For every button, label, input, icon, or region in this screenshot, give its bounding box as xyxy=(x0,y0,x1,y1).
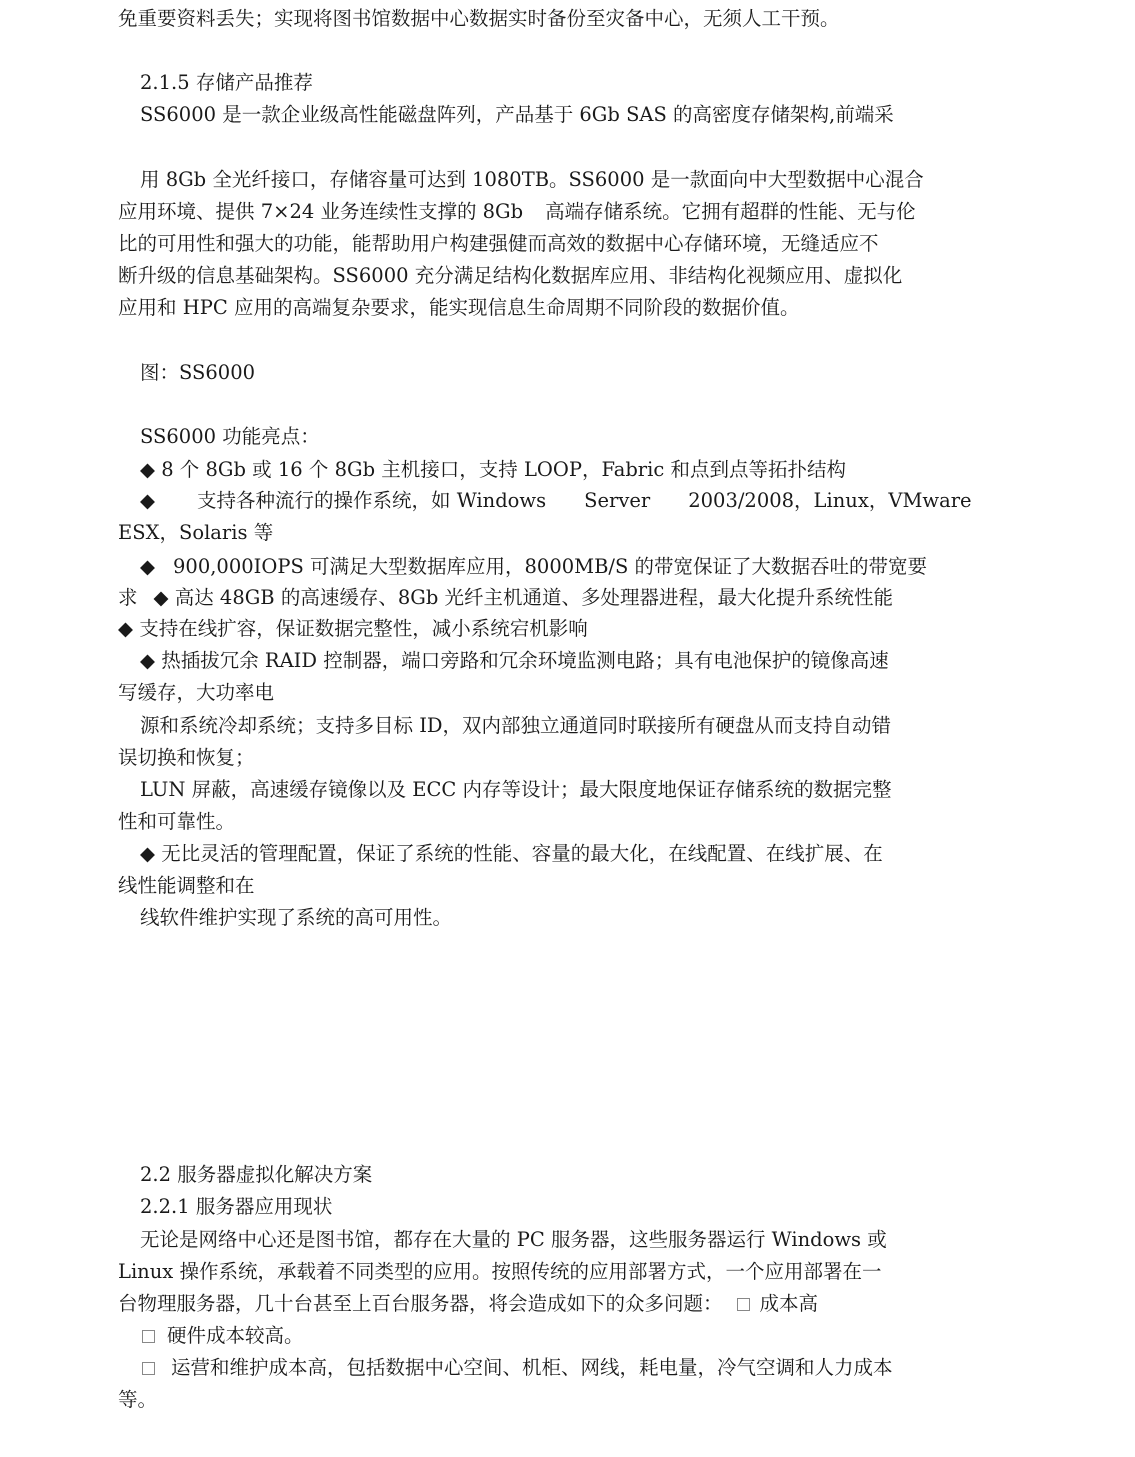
bullet-diamond-icon: ◆ xyxy=(140,458,155,481)
server-paragraph-fragment: 台物理服务器，几十台甚至上百台服务器，将会造成如下的众多问题： xyxy=(118,1292,723,1315)
cost-item-text: 硬件成本较高。 xyxy=(167,1324,304,1347)
feature-text: 支持在线扩容，保证数据完整性，减小系统宕机影响 xyxy=(139,617,588,640)
feature-text: 8 个 8Gb 或 16 个 8Gb 主机接口，支持 LOOP，Fabric 和点到点等拓扑结构 xyxy=(161,458,846,481)
bullet-diamond-icon: ◆ xyxy=(118,617,133,640)
feature-text: 支持各种流行的操作系统，如 Windows xyxy=(197,489,547,512)
ss6000-paragraph-fragment: 应用环境、提供 7×24 业务连续性支撑的 8Gb xyxy=(118,200,524,223)
checkbox-square-icon xyxy=(737,1298,750,1311)
feature-text-continued: 性和可靠性。 xyxy=(118,810,236,833)
server-paragraph-line xyxy=(118,1291,818,1317)
cost-item xyxy=(142,1355,893,1381)
feature-item xyxy=(140,488,972,514)
ss6000-paragraph-line xyxy=(118,199,916,225)
ss6000-paragraph-line: 比的可用性和强大的功能，能帮助用户构建强健而高效的数据中心存储环境，无缝适应不 xyxy=(118,232,879,255)
bullet-diamond-icon: ◆ xyxy=(140,489,155,512)
figure-caption: 图：SS6000 xyxy=(140,361,256,384)
ss6000-paragraph-fragment: 高端存储系统。它拥有超群的性能、无与伦 xyxy=(545,200,916,223)
feature-text-continued: ESX，Solaris 等 xyxy=(118,521,274,544)
feature-item xyxy=(140,554,927,580)
cost-item-text: 运营和维护成本高，包括数据中心空间、机柜、网线，耗电量，冷气空调和人力成本 xyxy=(171,1356,893,1379)
feature-text-continued: 写缓存，大功率电 xyxy=(118,681,275,704)
ss6000-paragraph-line: 断升级的信息基础架构。SS6000 充分满足结构化数据库应用、非结构化视频应用、虚拟化 xyxy=(118,264,903,287)
feature-item xyxy=(140,841,883,867)
bullet-diamond-icon: ◆ xyxy=(140,555,155,578)
feature-item xyxy=(140,648,889,674)
feature-text-continued: 源和系统冷却系统；支持多目标 ID，双内部独立通道同时联接所有硬盘从而支持自动错 xyxy=(140,714,892,737)
feature-item xyxy=(118,616,588,642)
section-heading-2-1-5: 2.1.5 存储产品推荐 xyxy=(140,71,313,94)
ss6000-paragraph-line: 应用和 HPC 应用的高端复杂要求，能实现信息生命周期不同阶段的数据价值。 xyxy=(118,296,800,319)
feature-text: 2003/2008，Linux，VMware xyxy=(688,489,972,512)
feature-text-continued: 误切换和恢复； xyxy=(118,746,255,769)
bullet-diamond-icon: ◆ xyxy=(140,649,155,672)
features-title: SS6000 功能亮点： xyxy=(140,425,320,448)
feature-text: 热插拔冗余 RAID 控制器，端口旁路和冗余环境监测电路；具有电池保护的镜像高速 xyxy=(161,649,889,672)
server-paragraph-line: 无论是网络中心还是图书馆，都存在大量的 PC 服务器，这些服务器运行 Windows 或 xyxy=(140,1228,887,1251)
feature-text: 900,000IOPS 可满足大型数据库应用，8000MB/S 的带宽保证了大数据吞吐的带宽要 xyxy=(173,555,928,578)
feature-text-continued: 线软件维护实现了系统的高可用性。 xyxy=(140,906,453,929)
intro-paragraph-end: 免重要资料丢失；实现将图书馆数据中心数据实时备份至灾备中心，无须人工干预。 xyxy=(118,7,840,30)
bullet-diamond-icon: ◆ xyxy=(140,842,155,865)
server-paragraph-line: Linux 操作系统，承载着不同类型的应用。按照传统的应用部署方式，一个应用部署在一 xyxy=(118,1260,882,1283)
feature-text: 高达 48GB 的高速缓存、8Gb 光纤主机通道、多处理器进程，最大化提升系统性能 xyxy=(174,586,894,609)
server-paragraph-fragment: 成本高 xyxy=(759,1292,819,1315)
bullet-diamond-icon: ◆ xyxy=(153,586,169,609)
feature-text-continued: 求 xyxy=(118,586,138,609)
ss6000-paragraph-line: 用 8Gb 全光纤接口，存储容量可达到 1080TB。SS6000 是一款面向中大型数据中心混合 xyxy=(140,168,924,191)
checkbox-square-icon xyxy=(142,1330,155,1343)
section-heading-2-2-1: 2.2.1 服务器应用现状 xyxy=(140,1195,333,1218)
feature-text: Server xyxy=(584,489,651,512)
cost-item xyxy=(142,1323,304,1349)
section-heading-2-2: 2.2 服务器虚拟化解决方案 xyxy=(140,1163,373,1186)
checkbox-square-icon xyxy=(142,1362,155,1375)
feature-item xyxy=(118,585,893,611)
feature-text: 无比灵活的管理配置，保证了系统的性能、容量的最大化，在线配置、在线扩展、在 xyxy=(161,842,883,865)
feature-text-continued: 线性能调整和在 xyxy=(118,874,255,897)
feature-item xyxy=(140,457,846,483)
feature-text-continued: LUN 屏蔽，高速缓存镜像以及 ECC 内存等设计；最大限度地保证存储系统的数据完整 xyxy=(140,778,892,801)
cost-item-text-continued: 等。 xyxy=(118,1388,158,1411)
ss6000-paragraph-line: SS6000 是一款企业级高性能磁盘阵列，产品基于 6Gb SAS 的高密度存储架构,前端采 xyxy=(140,103,894,126)
